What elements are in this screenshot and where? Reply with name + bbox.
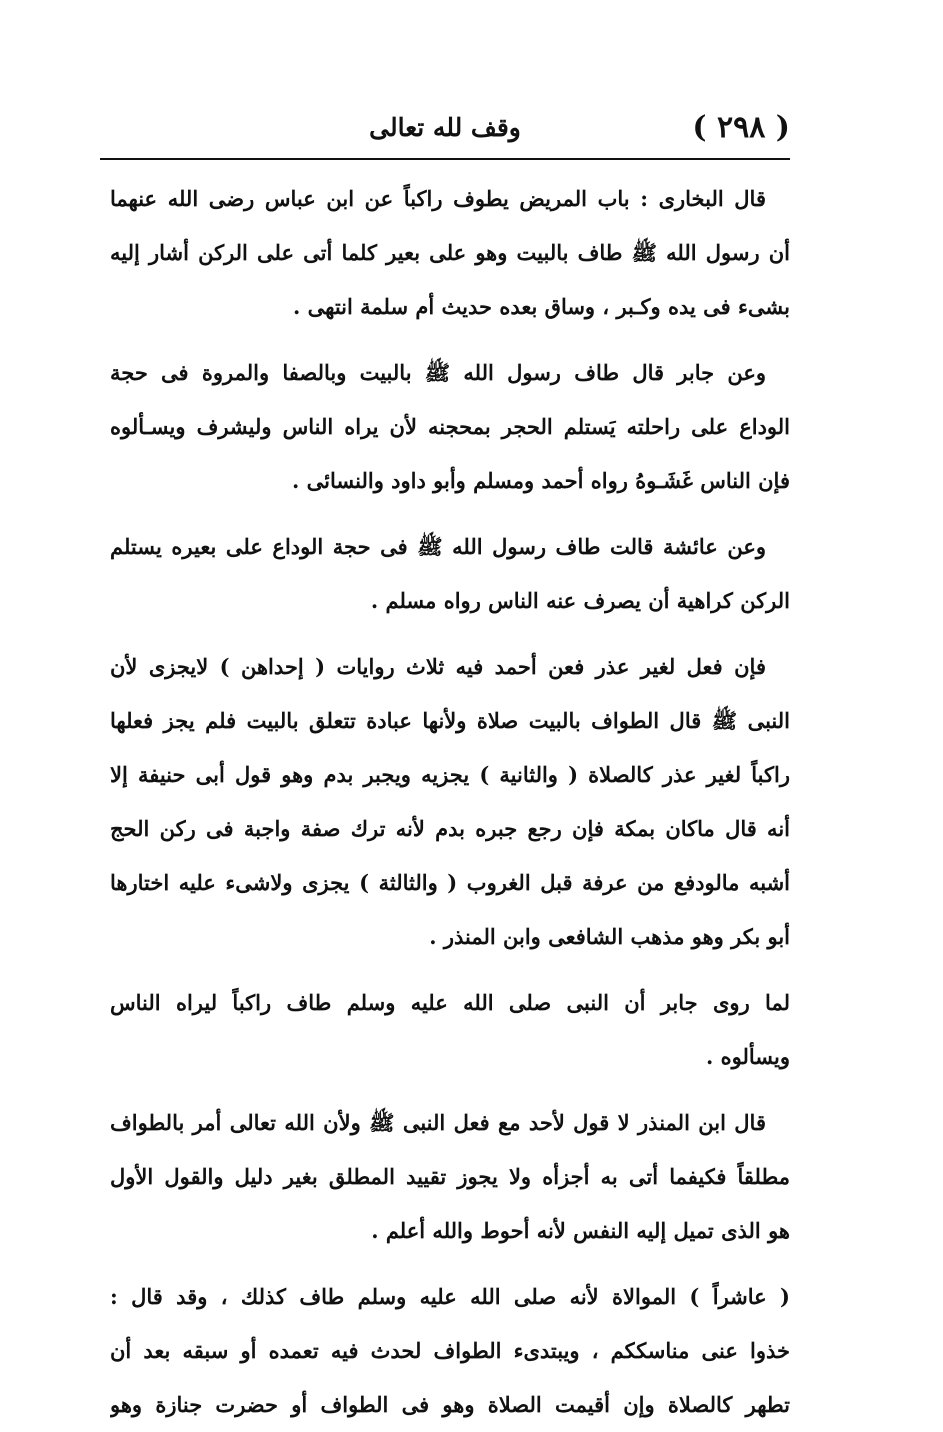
- text-line: فإن فعل لغير عذر فعن أحمد فيه ثلاث روايات ( إحداهن ) لايجزى لأن: [110, 654, 766, 679]
- text-line: ويسألوه .: [706, 1044, 790, 1069]
- text-line: قال البخارى : باب المريض يطوف راكباً عن ابن عباس رضى الله عنهما: [110, 186, 766, 211]
- running-title: وقف لله تعالى: [369, 113, 521, 142]
- paragraph-4: [110, 640, 790, 964]
- paragraph-1: [110, 172, 790, 334]
- text-line: مطلقاً فكيفما أتى به أجزأه ولا يجوز تقييد المطلق بغير دليل والقول الأول: [110, 1164, 790, 1189]
- page-header: [100, 108, 790, 152]
- text-line: لما روى جابر أن النبى صلى الله عليه وسلم طاف راكباً ليراه الناس: [110, 990, 790, 1015]
- text-line: النبى ﷺ قال الطواف بالبيت صلاة ولأنها عبادة تتعلق بالبيت فلم يجز فعلها: [110, 708, 790, 733]
- paragraph-2: [110, 346, 790, 508]
- text-line: راكباً لغير عذر كالصلاة ( والثانية ) يجزيه ويجبر بدم وهو قول أبى حنيفة إلا: [110, 762, 790, 787]
- paragraph-3: [110, 520, 790, 628]
- text-line: أن رسول الله ﷺ طاف بالبيت وهو على بعير كلما أتى على الركن أشار إليه: [110, 240, 790, 265]
- text-line: بشىء فى يده وكـبر ، وساق بعده حديث أم سلمة انتهى .: [293, 294, 790, 319]
- text-line: تطهر كالصلاة وإن أقيمت الصلاة وهو فى الطواف أو حضرت جنازة وهو: [110, 1392, 790, 1417]
- paragraph-5: [110, 976, 790, 1084]
- text-line: ( عاشراً ) الموالاة لأنه صلى الله عليه وسلم طاف كذلك ، وقد قال :: [110, 1284, 790, 1309]
- text-line: فإن الناس غَشَـوهُ رواه أحمد ومسلم وأبو داود والنسائى .: [292, 468, 790, 493]
- page-number: ( ٢٩٨ ): [692, 110, 790, 145]
- text-line: الوداع على راحلته يَستلم الحجر بمحجنه لأن يراه الناس وليشرف ويسـألوه: [110, 414, 790, 439]
- text-line: قال ابن المنذر لا قول لأحد مع فعل النبى ﷺ ولأن الله تعالى أمر بالطواف: [110, 1110, 766, 1135]
- text-line: خذوا عنى مناسككم ، ويبتدىء الطواف لحدث فيه تعمده أو سبقه بعد أن: [110, 1338, 790, 1363]
- page-body: [110, 172, 790, 1432]
- paragraph-7: [110, 1270, 790, 1432]
- paragraph-6: [110, 1096, 790, 1258]
- text-line: وعن جابر قال طاف رسول الله ﷺ بالبيت وبالصفا والمروة فى حجة: [110, 360, 766, 385]
- text-line: أنه قال ماكان بمكة فإن رجع جبره بدم لأنه ترك صفة واجبة فى ركن الحج: [110, 816, 790, 841]
- text-line: هو الذى تميل إليه النفس لأنه أحوط والله أعلم .: [371, 1218, 790, 1243]
- header-rule: [100, 158, 790, 160]
- text-line: وعن عائشة قالت طاف رسول الله ﷺ فى حجة الوداع على بعيره يستلم: [110, 534, 766, 559]
- text-line: الركن كراهية أن يصرف عنه الناس رواه مسلم .: [370, 588, 790, 613]
- text-line: أبو بكر وهو مذهب الشافعى وابن المنذر .: [429, 924, 790, 949]
- text-line: أشبه مالودفع من عرفة قبل الغروب ( والثالثة ) يجزى ولاشىء عليه اختارها: [110, 870, 790, 895]
